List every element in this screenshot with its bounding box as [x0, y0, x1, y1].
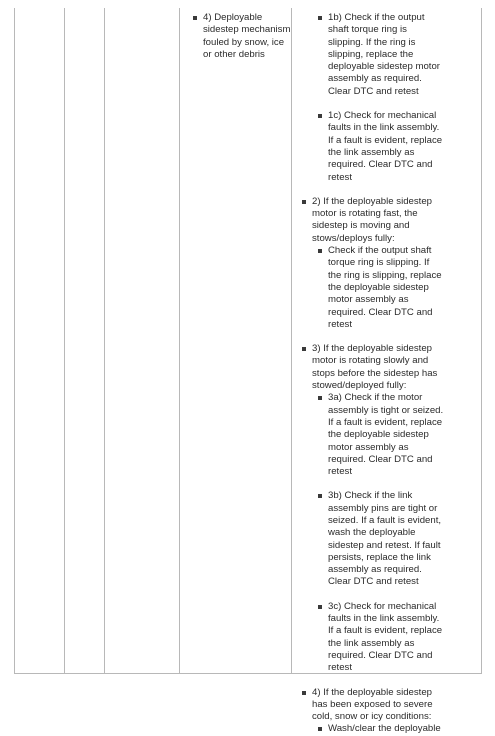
action-subitem-text: 3b) Check if the link assembly pins are tight or seized. If a fault is evident, wash the deployable sidestep and retest. If fault persists, replace the link assembly as required. Clear DTC and retest — [328, 490, 442, 588]
bullet-icon — [302, 200, 306, 204]
column-divider-3 — [179, 8, 180, 674]
action-subitem-text: 3a) Check if the motor assembly is tight or seized. If a fault is evident, replace the deployable sidestep motor assembly as required. Clear DTC and retest — [328, 392, 444, 478]
table-border-left — [14, 8, 15, 674]
action-subitem-3c — [318, 601, 444, 675]
action-subitem-text: 3c) Check for mechanical faults in the link assembly. If a fault is evident, replace the link assembly as required. Clear DTC and retest — [328, 600, 443, 674]
diagnostic-table — [14, 8, 482, 735]
action-item-3 — [302, 343, 444, 674]
action-subitem — [318, 245, 444, 331]
action-item-4 — [302, 687, 444, 736]
cause-column — [193, 12, 291, 61]
column-divider-4 — [291, 8, 292, 674]
action-subitem-1b — [318, 12, 444, 98]
bullet-icon — [318, 396, 322, 400]
bullet-icon — [302, 347, 306, 351]
column-divider-2 — [104, 8, 105, 674]
bullet-icon — [318, 16, 322, 20]
cause-text: 4) Deployable sidestep mechanism fouled by snow, ice or other debris — [203, 12, 291, 60]
action-item-text: 4) If the deployable sidestep has been exposed to severe cold, snow or icy conditions: — [312, 686, 433, 723]
action-subitem-text: 1b) Check if the output shaft torque ring is slipping. If the ring is slipping, replace the deployable sidestep motor assembly as required. Clear DTC and retest — [328, 12, 440, 97]
action-subitem-3a — [318, 392, 444, 478]
action-subitem-text: 1c) Check for mechanical faults in the link assembly. If a fault is evident, replace the link assembly as required. Clear DTC and retest — [328, 110, 443, 183]
action-subitem — [318, 723, 444, 735]
action-subitem-text: Check if the output shaft torque ring is slipping. If the ring is slipping, replace the deployable sidestep motor assembly as required. Clear DTC and retest — [328, 245, 442, 330]
action-item-text: 3) If the deployable sidestep motor is rotating slowly and stops before the sidestep has stowed/deployed fully: — [312, 343, 438, 392]
bullet-icon — [318, 727, 322, 731]
action-subitem-text: Wash/clear the deployable — [328, 723, 441, 735]
action-item-text: 2) If the deployable sidestep motor is rotating fast, the sidestep is moving and stows/deploys fully: — [312, 195, 433, 244]
action-subitem-3b — [318, 490, 444, 588]
action-column — [302, 12, 444, 736]
bullet-icon — [193, 16, 197, 20]
bullet-icon — [318, 605, 322, 609]
column-divider-1 — [64, 8, 65, 674]
cause-item — [193, 12, 291, 61]
bullet-icon — [302, 691, 306, 695]
bullet-icon — [318, 114, 322, 118]
action-item-2 — [302, 196, 444, 331]
bullet-icon — [318, 249, 322, 253]
action-subitem-1c — [318, 110, 444, 184]
bullet-icon — [318, 494, 322, 498]
table-border-right — [481, 8, 482, 674]
